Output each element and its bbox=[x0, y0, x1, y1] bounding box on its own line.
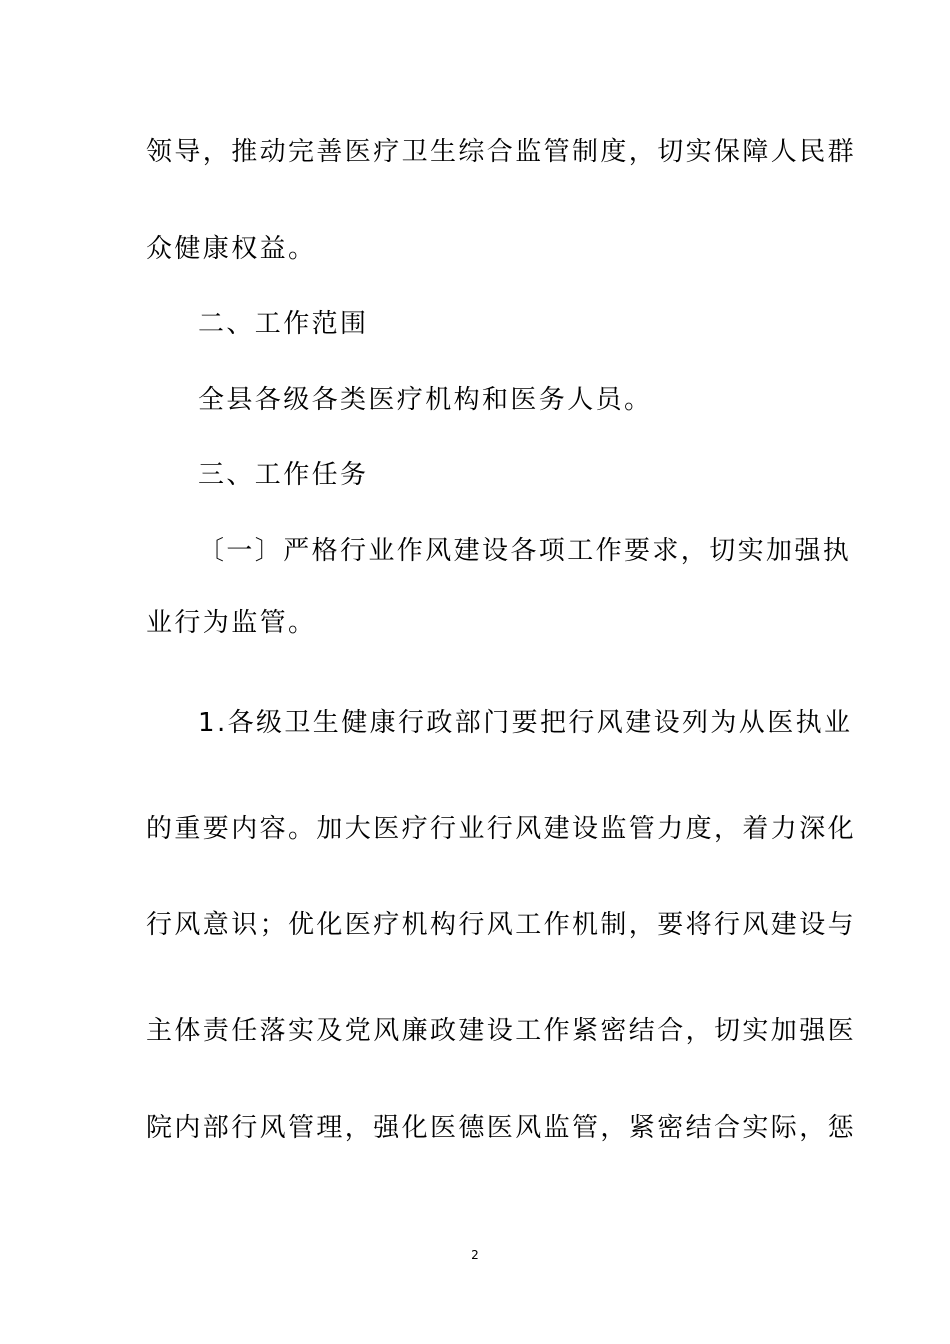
body-text-line: 主体责任落实及党风廉政建设工作紧密结合，切实加强医 bbox=[146, 1016, 857, 1046]
body-text-line: 众健康权益。 bbox=[146, 234, 317, 264]
subsection-heading-continued: 业行为监管。 bbox=[146, 608, 317, 638]
body-text-line: 领导，推动完善医疗卫生综合监管制度，切实保障人民群 bbox=[146, 137, 857, 167]
body-text-line: 行风意识；优化医疗机构行风工作机制，要将行风建设与 bbox=[146, 910, 857, 940]
section-heading: 二、工作范围 bbox=[198, 309, 369, 339]
body-text-line: 全县各级各类医疗机构和医务人员。 bbox=[198, 385, 653, 415]
subsection-heading: 〔一〕严格行业作风建设各项工作要求，切实加强执 bbox=[198, 536, 852, 566]
body-text-line: 院内部行风管理，强化医德医风监管，紧密结合实际，惩 bbox=[146, 1113, 857, 1143]
body-text-line: 的重要内容。加大医疗行业行风建设监管力度，着力深化 bbox=[146, 814, 857, 844]
list-item-text: 1.各级卫生健康行政部门要把行风建设列为从医执业 bbox=[198, 708, 853, 738]
section-heading: 三、工作任务 bbox=[198, 460, 369, 490]
page-number: 2 bbox=[471, 1248, 479, 1262]
